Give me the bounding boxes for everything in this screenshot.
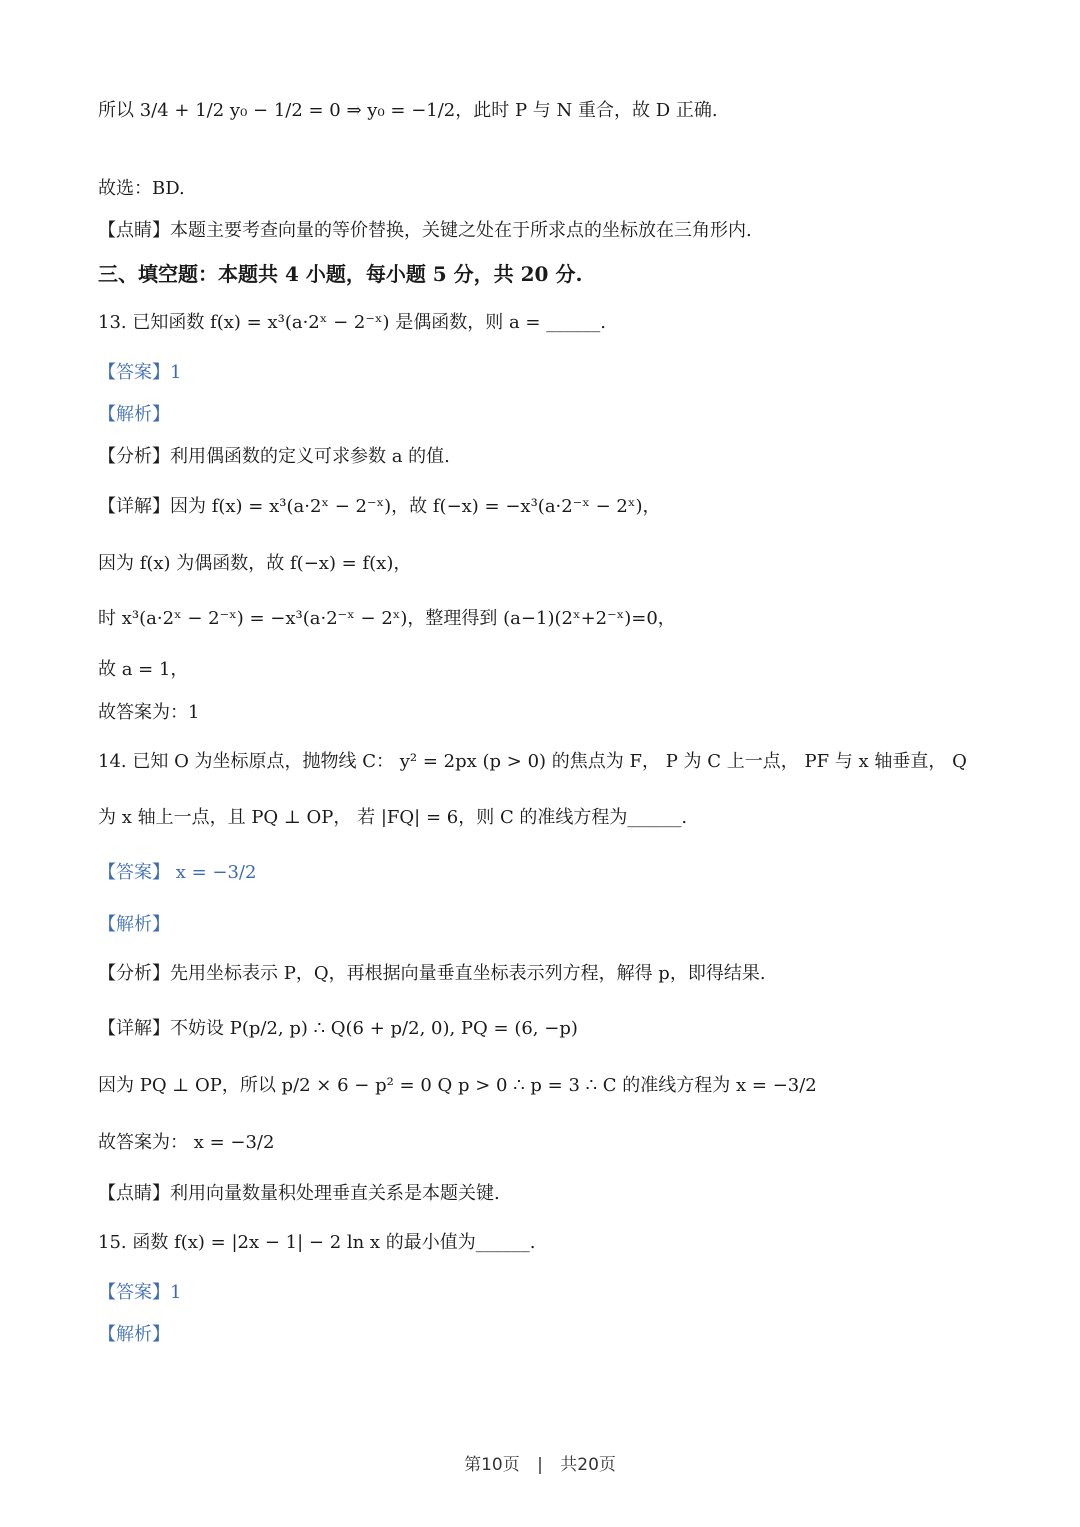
- question-14-cont: 为 x 轴上一点，且 PQ ⊥ OP， 若 |FQ| = 6，则 C 的准线方程为______.: [98, 807, 688, 828]
- footer-separator: |: [537, 1455, 543, 1475]
- text-line: 故选：BD.: [98, 178, 185, 199]
- page-number: 第10页: [464, 1455, 520, 1475]
- page-total: 共20页: [560, 1455, 616, 1475]
- text-line: 故答案为： x = −3/2: [98, 1132, 275, 1153]
- section-heading: 三、填空题：本题共 4 小题，每小题 5 分，共 20 分.: [98, 262, 583, 286]
- text-line: 故答案为：1: [98, 702, 200, 723]
- text-line: 【详解】因为 f(x) = x³(a·2ˣ − 2⁻ˣ)，故 f(−x) = −x³(a·2⁻ˣ − 2ˣ)，: [98, 496, 661, 517]
- question-14: 14. 已知 O 为坐标原点，抛物线 C： y² = 2px (p > 0) 的焦点为 F， P 为 C 上一点， PF 与 x 轴垂直， Q: [98, 751, 967, 772]
- text-line: 故 a = 1，: [98, 659, 189, 680]
- text-line: 时 x³(a·2ˣ − 2⁻ˣ) = −x³(a·2⁻ˣ − 2ˣ)，整理得到 (a−1)(2ˣ+2⁻ˣ)=0，: [98, 608, 676, 629]
- answer-13: 【答案】1: [98, 362, 182, 383]
- answer-15: 【答案】1: [98, 1282, 182, 1303]
- text-line: 【详解】不妨设 P(p/2, p) ∴ Q(6 + p/2, 0), PQ = (6, −p): [98, 1018, 578, 1039]
- analysis-label: 【解析】: [98, 914, 170, 935]
- question-15: 15. 函数 f(x) = |2x − 1| − 2 ln x 的最小值为______.: [98, 1232, 536, 1253]
- analysis-label: 【解析】: [98, 1324, 170, 1345]
- text-line: 【点睛】利用向量数量积处理垂直关系是本题关键.: [98, 1183, 500, 1204]
- text-line: 【分析】利用偶函数的定义可求参数 a 的值.: [98, 446, 450, 467]
- text-line: 因为 PQ ⊥ OP，所以 p/2 × 6 − p² = 0 Q p > 0 ∴ p = 3 ∴ C 的准线方程为 x = −3/2: [98, 1075, 817, 1096]
- question-13: 13. 已知函数 f(x) = x³(a·2ˣ − 2⁻ˣ) 是偶函数，则 a = ______.: [98, 312, 606, 333]
- answer-14: 【答案】 x = −3/2: [98, 862, 257, 883]
- text-line: 【点睛】本题主要考查向量的等价替换，关键之处在于所求点的坐标放在三角形内.: [98, 220, 752, 241]
- page-footer: [0, 1450, 1080, 1475]
- analysis-label: 【解析】: [98, 404, 170, 425]
- text-line: 因为 f(x) 为偶函数，故 f(−x) = f(x)，: [98, 553, 412, 574]
- text-line: 【分析】先用坐标表示 P，Q，再根据向量垂直坐标表示列方程，解得 p，即得结果.: [98, 963, 766, 984]
- text-line: 所以 3/4 + 1/2 y₀ − 1/2 = 0 ⇒ y₀ = −1/2，此时 P 与 N 重合，故 D 正确.: [98, 100, 718, 121]
